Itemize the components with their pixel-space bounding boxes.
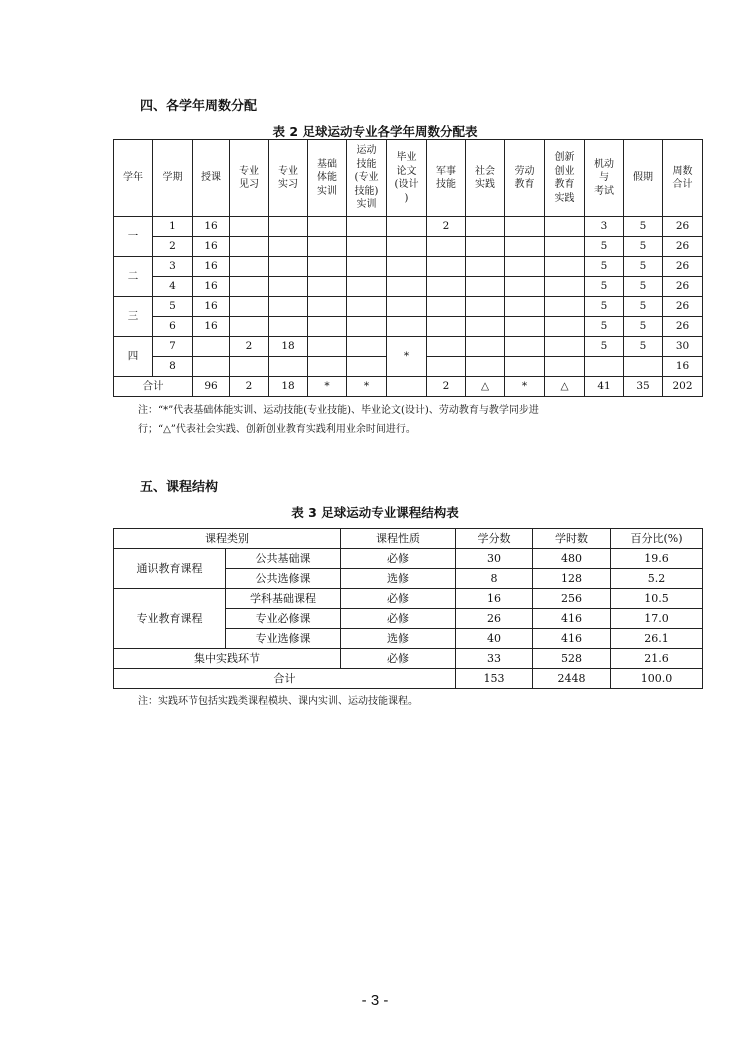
column-header: 专业 实习 <box>269 140 308 217</box>
table-cell <box>347 337 387 357</box>
table-cell: 3 <box>585 217 624 237</box>
table-cell <box>545 317 585 337</box>
table-cell <box>545 297 585 317</box>
column-header: 周数 合计 <box>663 140 703 217</box>
column-header: 军事 技能 <box>427 140 466 217</box>
table3-note: 注：实践环节包括实践类课程模块、课内实训、运动技能课程。 <box>138 696 418 707</box>
table-row <box>114 217 703 237</box>
table-cell: 必修 <box>341 549 456 569</box>
table-cell: △ <box>466 377 505 397</box>
table-cell <box>308 317 347 337</box>
table-cell <box>308 297 347 317</box>
table-cell: 26 <box>663 217 703 237</box>
table-cell <box>347 357 387 377</box>
column-header: 机动 与 考试 <box>585 140 624 217</box>
table-cell: 16 <box>193 277 230 297</box>
table-cell: 416 <box>533 629 611 649</box>
table-cell: 16 <box>193 297 230 317</box>
table-cell: 必修 <box>341 589 456 609</box>
table-cell: 16 <box>193 217 230 237</box>
table-cell: 2 <box>427 217 466 237</box>
table-cell: 480 <box>533 549 611 569</box>
table-cell: 33 <box>456 649 533 669</box>
table-cell <box>230 217 269 237</box>
table-cell: 3 <box>153 257 193 277</box>
table-cell: 5 <box>624 297 663 317</box>
table-cell <box>427 237 466 257</box>
table-cell: 26 <box>663 317 703 337</box>
table-cell: 416 <box>533 609 611 629</box>
table-cell <box>466 277 505 297</box>
column-header: 学时数 <box>533 529 611 549</box>
table-cell <box>269 237 308 257</box>
table2-caption: 表 2 足球运动专业各学年周数分配表 <box>272 124 478 139</box>
table-cell <box>585 357 624 377</box>
table-cell <box>347 277 387 297</box>
table-cell: 公共基础课 <box>226 549 341 569</box>
table-cell <box>545 257 585 277</box>
header-row <box>114 140 703 217</box>
year-cell: 一 <box>114 217 153 257</box>
table-cell: 5.2 <box>611 569 703 589</box>
table-cell <box>269 277 308 297</box>
table-cell <box>347 297 387 317</box>
table-cell <box>466 257 505 277</box>
course-structure-table <box>113 528 703 689</box>
table-cell <box>505 217 545 237</box>
table-cell <box>505 277 545 297</box>
table-cell <box>545 277 585 297</box>
category-cell: 专业教育课程 <box>114 589 226 649</box>
table-cell: 5 <box>624 257 663 277</box>
table-cell: 30 <box>456 549 533 569</box>
table-cell <box>230 317 269 337</box>
table-cell: 2448 <box>533 669 611 689</box>
table-cell <box>505 337 545 357</box>
table-cell: 5 <box>585 337 624 357</box>
header-row <box>114 529 703 549</box>
table-cell: 41 <box>585 377 624 397</box>
table-cell: 8 <box>153 357 193 377</box>
table-cell <box>230 297 269 317</box>
table-cell: 21.6 <box>611 649 703 669</box>
table-cell <box>466 237 505 257</box>
table-cell: 16 <box>193 317 230 337</box>
column-header: 运动 技能 (专业 技能) 实训 <box>347 140 387 217</box>
table-cell: 35 <box>624 377 663 397</box>
column-header: 课程性质 <box>341 529 456 549</box>
table-cell <box>387 257 427 277</box>
table-cell <box>545 337 585 357</box>
table-cell: 学科基础课程 <box>226 589 341 609</box>
table-cell: 选修 <box>341 569 456 589</box>
table-cell: 16 <box>456 589 533 609</box>
table-cell: 5 <box>624 317 663 337</box>
column-header: 假期 <box>624 140 663 217</box>
table-cell: 16 <box>663 357 703 377</box>
year-cell: 三 <box>114 297 153 337</box>
column-header: 学期 <box>153 140 193 217</box>
table-cell <box>347 317 387 337</box>
table-cell: 公共选修课 <box>226 569 341 589</box>
table-cell <box>269 257 308 277</box>
table-cell: 5 <box>624 337 663 357</box>
column-header: 学年 <box>114 140 153 217</box>
table-row <box>114 317 703 337</box>
table-cell: 18 <box>269 337 308 357</box>
table-cell: 202 <box>663 377 703 397</box>
table-cell: 26 <box>663 237 703 257</box>
table-cell <box>269 317 308 337</box>
table-cell: 40 <box>456 629 533 649</box>
table-cell <box>387 317 427 337</box>
table-cell <box>427 357 466 377</box>
column-header: 授课 <box>193 140 230 217</box>
table-cell <box>466 317 505 337</box>
table-cell: △ <box>545 377 585 397</box>
table-cell <box>387 217 427 237</box>
table-cell: 26 <box>663 297 703 317</box>
table-row <box>114 549 703 569</box>
table-cell <box>505 357 545 377</box>
table-cell: 16 <box>193 257 230 277</box>
table-cell: 1 <box>153 217 193 237</box>
table-cell <box>230 237 269 257</box>
table-cell: 5 <box>585 237 624 257</box>
table-cell <box>466 337 505 357</box>
table-cell: 19.6 <box>611 549 703 569</box>
column-header: 基础 体能 实训 <box>308 140 347 217</box>
table-cell <box>308 257 347 277</box>
table-cell <box>624 357 663 377</box>
table-cell: 5 <box>585 297 624 317</box>
table-cell <box>427 317 466 337</box>
table-row <box>114 257 703 277</box>
table-cell: 5 <box>585 317 624 337</box>
page-number: - 3 - <box>361 992 389 1009</box>
table-cell <box>427 337 466 357</box>
table-cell: 必修 <box>341 649 456 669</box>
table-cell <box>230 357 269 377</box>
table-row <box>114 297 703 317</box>
table-cell <box>308 277 347 297</box>
total-label: 合计 <box>114 377 193 397</box>
table-cell <box>269 217 308 237</box>
table-cell: 10.5 <box>611 589 703 609</box>
section-heading-5: 五、课程结构 <box>140 480 219 495</box>
table-cell <box>347 257 387 277</box>
table-cell <box>505 237 545 257</box>
year-cell: 四 <box>114 337 153 377</box>
table-cell: 26 <box>663 257 703 277</box>
table-cell: 专业选修课 <box>226 629 341 649</box>
thesis-cell: * <box>387 337 427 377</box>
table-cell: 5 <box>585 257 624 277</box>
table-cell <box>387 237 427 257</box>
table-row <box>114 277 703 297</box>
table-cell <box>230 277 269 297</box>
table-cell: 必修 <box>341 609 456 629</box>
table-cell: 128 <box>533 569 611 589</box>
table-row <box>114 649 703 669</box>
table-cell <box>308 357 347 377</box>
table-cell: 7 <box>153 337 193 357</box>
table2-note-2: 行；“△”代表社会实践、创新创业教育实践利用业余时间进行。 <box>138 424 416 435</box>
table-cell <box>193 357 230 377</box>
table-cell: 100.0 <box>611 669 703 689</box>
table-cell <box>193 337 230 357</box>
table-cell: 30 <box>663 337 703 357</box>
table-cell: 26 <box>456 609 533 629</box>
table2-note-1: 注：“*”代表基础体能实训、运动技能(专业技能)、毕业论文(设计)、劳动教育与教学同步进 <box>138 405 539 416</box>
table-row <box>114 237 703 257</box>
table-cell: * <box>505 377 545 397</box>
table-cell: 5 <box>624 237 663 257</box>
table-cell <box>347 237 387 257</box>
table-cell <box>466 357 505 377</box>
table-cell: 6 <box>153 317 193 337</box>
column-header: 创新 创业 教育 实践 <box>545 140 585 217</box>
table-cell <box>308 237 347 257</box>
table-cell: 153 <box>456 669 533 689</box>
table-cell: 5 <box>624 277 663 297</box>
table-cell: 2 <box>427 377 466 397</box>
table-cell <box>427 277 466 297</box>
table-cell <box>230 257 269 277</box>
column-header: 劳动 教育 <box>505 140 545 217</box>
table-cell: 2 <box>153 237 193 257</box>
table-cell: 2 <box>230 377 269 397</box>
table-cell <box>545 357 585 377</box>
table-cell: 5 <box>153 297 193 317</box>
table-cell: 256 <box>533 589 611 609</box>
column-header: 社会 实践 <box>466 140 505 217</box>
table-cell <box>387 277 427 297</box>
category-cell: 通识教育课程 <box>114 549 226 589</box>
total-row <box>114 669 703 689</box>
table-cell: 96 <box>193 377 230 397</box>
table-cell <box>427 257 466 277</box>
table-cell: 8 <box>456 569 533 589</box>
table-row <box>114 589 703 609</box>
column-header: 专业 见习 <box>230 140 269 217</box>
table-cell <box>308 337 347 357</box>
table-cell <box>466 297 505 317</box>
table-cell: 528 <box>533 649 611 669</box>
table-cell <box>466 217 505 237</box>
table-cell <box>545 217 585 237</box>
table-cell: 16 <box>193 237 230 257</box>
table-cell: * <box>347 377 387 397</box>
category-cell: 集中实践环节 <box>114 649 341 669</box>
table-cell: 5 <box>585 277 624 297</box>
table3-caption: 表 3 足球运动专业课程结构表 <box>291 505 459 520</box>
table-cell: 26.1 <box>611 629 703 649</box>
total-row <box>114 377 703 397</box>
table-cell <box>347 217 387 237</box>
table-cell <box>505 257 545 277</box>
column-header: 课程类别 <box>114 529 341 549</box>
table-cell: 选修 <box>341 629 456 649</box>
table-cell <box>269 357 308 377</box>
weeks-table <box>113 139 703 397</box>
table-cell: 5 <box>624 217 663 237</box>
column-header: 毕业 论文 (设计 ) <box>387 140 427 217</box>
table-cell: * <box>308 377 347 397</box>
column-header: 学分数 <box>456 529 533 549</box>
table-cell: 26 <box>663 277 703 297</box>
table-cell <box>269 297 308 317</box>
table-row <box>114 337 703 357</box>
table-cell <box>545 237 585 257</box>
table-cell: 4 <box>153 277 193 297</box>
table-cell: 17.0 <box>611 609 703 629</box>
section-heading-4: 四、各学年周数分配 <box>140 99 258 114</box>
table-cell <box>387 377 427 397</box>
table-cell <box>308 217 347 237</box>
column-header: 百分比(%) <box>611 529 703 549</box>
table-cell: 专业必修课 <box>226 609 341 629</box>
total-label: 合计 <box>114 669 456 689</box>
table-cell: 18 <box>269 377 308 397</box>
table-cell <box>505 297 545 317</box>
table-cell <box>505 317 545 337</box>
table-cell: 2 <box>230 337 269 357</box>
table-cell <box>427 297 466 317</box>
year-cell: 二 <box>114 257 153 297</box>
table-cell <box>387 297 427 317</box>
